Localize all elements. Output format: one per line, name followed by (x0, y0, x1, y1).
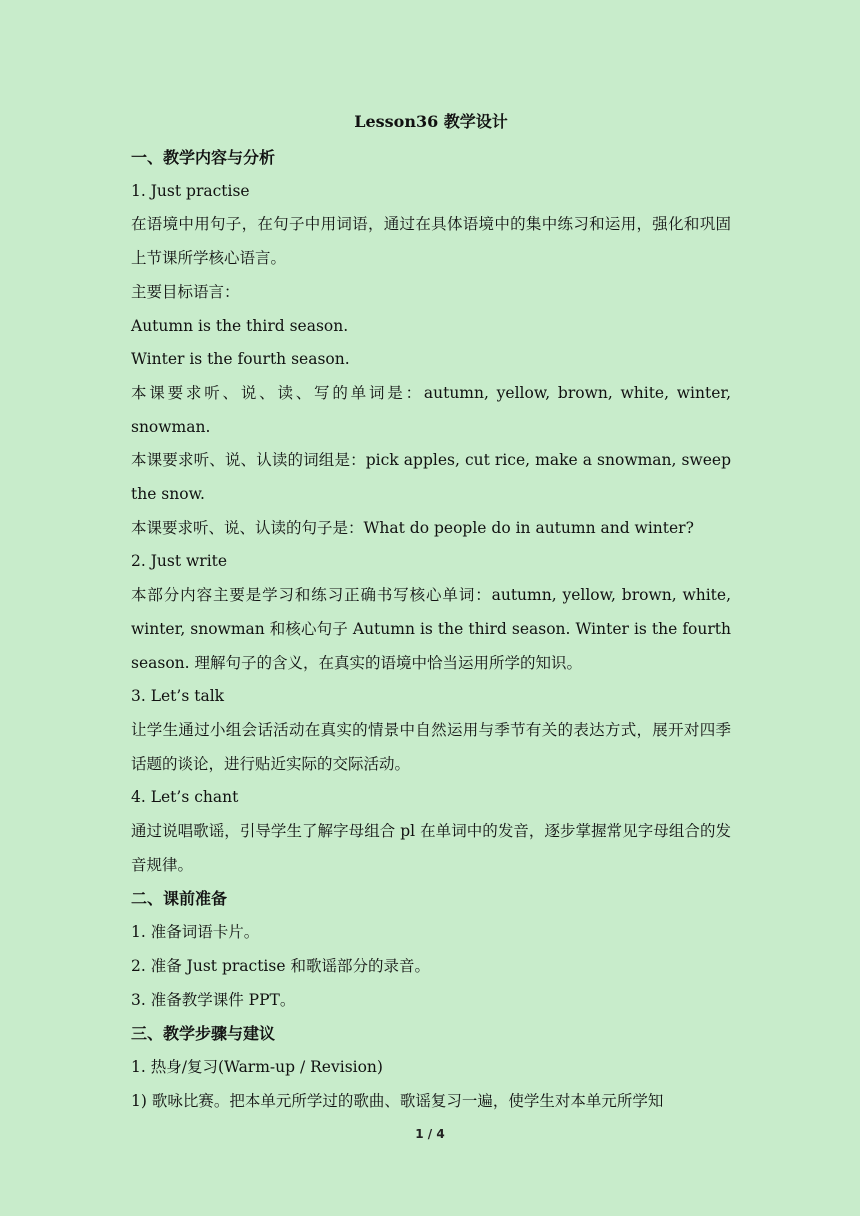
required-phrases: 本课要求听、说、认读的词组是：pick apples, cut rice, make a snowman, sweep the snow. (131, 451, 731, 504)
prep-item-2: 2. 准备 Just practise 和歌谣部分的录音。 (131, 956, 430, 975)
target-language-label: 主要目标语言： (131, 282, 240, 301)
target-sentence-autumn: Autumn is the third season. (131, 316, 349, 335)
document-body (131, 108, 731, 1118)
item-lets-talk-title: 3. Let’s talk (131, 687, 225, 706)
item-just-practise-paragraph: 在语境中用句子，在句子中用词语，通过在具体语境中的集中练习和运用，强化和巩固上节课所学核心语言。 (131, 215, 731, 268)
target-sentence-winter: Winter is the fourth season. (131, 350, 350, 369)
item-lets-talk-paragraph: 让学生通过小组会话活动在真实的情景中自然运用与季节有关的表达方式，展开对四季话题的谈论，进行贴近实际的交际活动。 (131, 720, 731, 773)
item-just-write-paragraph: 本部分内容主要是学习和练习正确书写核心单词：autumn, yellow, brown, white, winter, snowman 和核心句子 Autumn is the third season. Winter is the fourth season. 理解句子的含义，在真实的语境中恰当运用所学的知识。 (131, 586, 731, 672)
prep-item-3: 3. 准备教学课件 PPT。 (131, 990, 296, 1009)
item-lets-chant-title: 4. Let’s chant (131, 788, 239, 807)
item-lets-chant-paragraph: 通过说唱歌谣，引导学生了解字母组合 pl 在单词中的发音，逐步掌握常见字母组合的发音规律。 (131, 822, 731, 874)
prep-item-1: 1. 准备词语卡片。 (131, 923, 260, 942)
section-heading-teaching-steps: 三、教学步骤与建议 (131, 1024, 276, 1044)
step-warm-up-detail: 1) 歌咏比赛。把本单元所学过的歌曲、歌谣复习一遍，使学生对本单元所学知 (131, 1091, 664, 1110)
item-just-practise-title: 1. Just practise (131, 181, 250, 200)
required-sentences: 本课要求听、说、认读的句子是：What do people do in autumn and winter? (131, 518, 694, 537)
required-words: 本课要求听、说、读、写的单词是：autumn, yellow, brown, white, winter, snowman. (131, 383, 731, 436)
section-heading-preparation: 二、课前准备 (131, 889, 228, 909)
page-number: 1 / 4 (415, 1127, 445, 1141)
step-warm-up: 1. 热身/复习(Warm-up / Revision) (131, 1057, 383, 1076)
document-title: Lesson36 教学设计 (354, 112, 508, 131)
item-just-write-title: 2. Just write (131, 552, 228, 571)
section-heading-content-analysis: 一、教学内容与分析 (131, 148, 276, 167)
